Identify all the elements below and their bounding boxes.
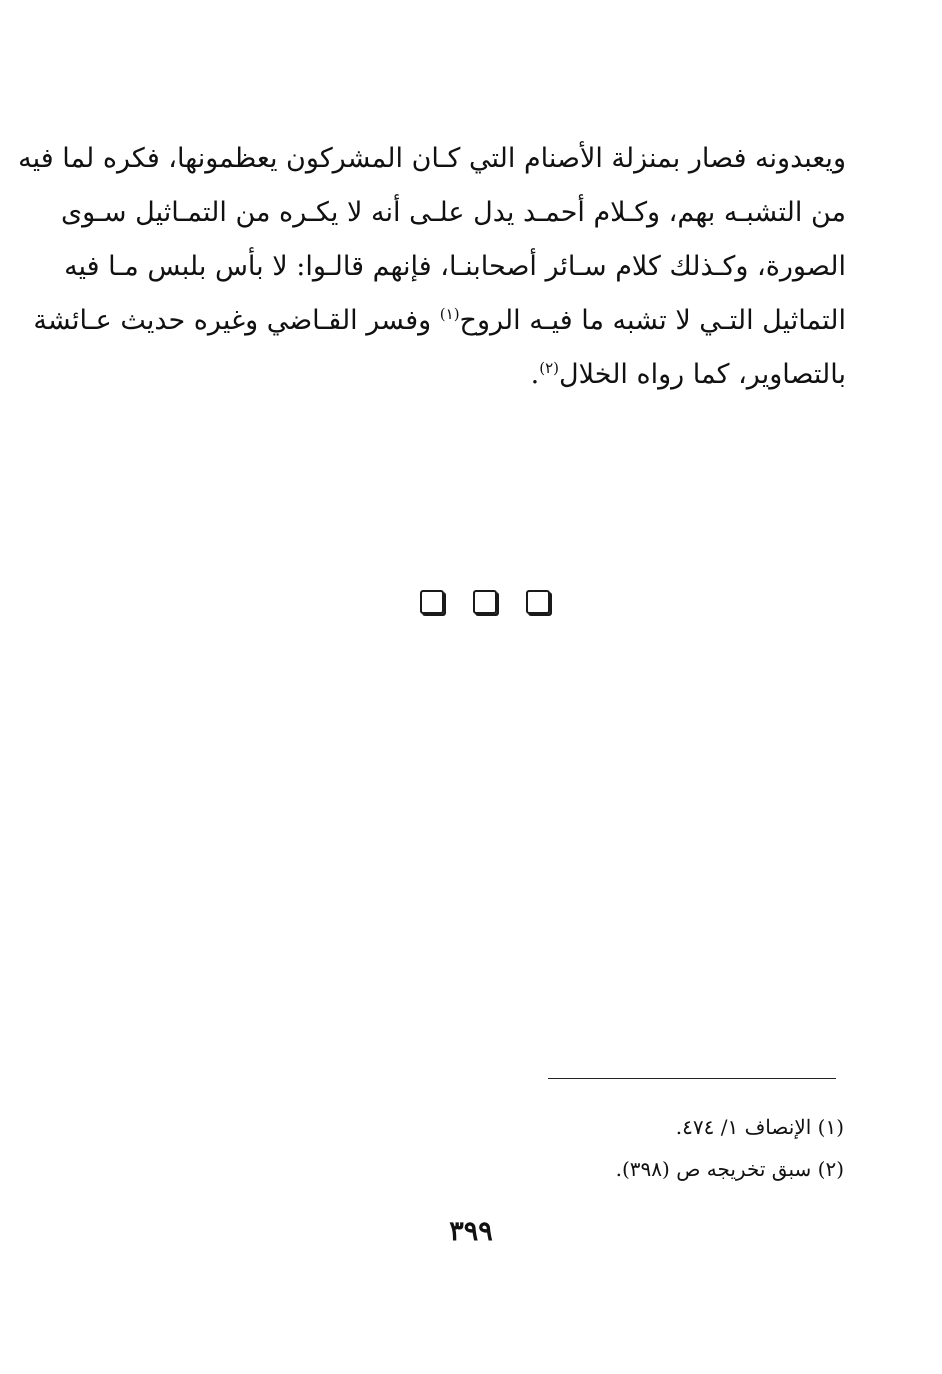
paragraph-line: ويعبدونه فصار بمنزلة الأصنام التي كـان المشركون يعظمونها، فكره لما فيه xyxy=(18,143,846,174)
paragraph-text: وفسر القـاضي وغيره حديث عـائشة xyxy=(33,305,440,336)
separator-box-icon xyxy=(526,590,550,614)
section-separator xyxy=(420,590,550,614)
paragraph-line: من التشبـه بهم، وكـلام أحمـد يدل علـى أنه لا يكـره من التمـاثيل سـوى xyxy=(60,197,846,228)
separator-box-icon xyxy=(420,590,444,614)
footnote-reference-2: (٢) xyxy=(539,359,560,377)
paragraph-line xyxy=(136,348,846,402)
paragraph-text: التماثيل التـي لا تشبه ما فيـه الروح xyxy=(459,305,846,336)
footnote-item: (٢) سبق تخريجه ص (٣٩٨). xyxy=(615,1157,844,1181)
footnote-divider xyxy=(548,1078,836,1079)
footnote-item: (١) الإنصاف ١/ ٤٧٤. xyxy=(675,1115,844,1139)
paragraph-line xyxy=(33,294,846,348)
paragraph-text: بالتصاوير، كما رواه الخلال xyxy=(559,359,846,390)
main-paragraph xyxy=(18,132,846,402)
paragraph-line: الصورة، وكـذلك كلام سـائر أصحابنـا، فإنهم قالـوا: لا بأس بلبس مـا فيه xyxy=(64,251,846,282)
footnotes-list xyxy=(400,1106,844,1190)
separator-box-icon xyxy=(473,590,497,614)
footnote-reference-1: (١) xyxy=(439,305,460,323)
page-number: ٣٩٩ xyxy=(449,1216,493,1247)
paragraph-text: . xyxy=(530,359,540,390)
